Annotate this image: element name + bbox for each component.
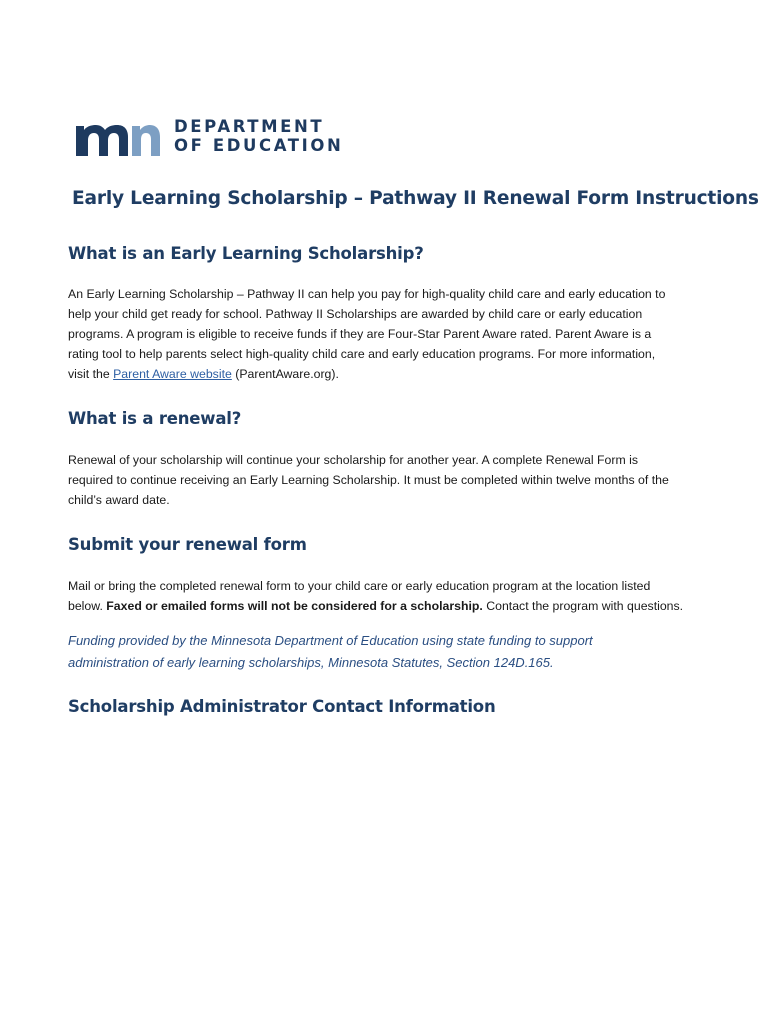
paragraph-line: child’s award date. bbox=[68, 493, 170, 507]
heading-what-is-renewal: What is a renewal? bbox=[68, 409, 242, 428]
document-title: Early Learning Scholarship – Pathway II Renewal Form Instructions bbox=[72, 188, 759, 209]
paragraph-line: rating tool to help parents select high-quality child care and early education programs. For more information, bbox=[68, 347, 656, 361]
note-line: Funding provided by the Minnesota Department of Education using state funding to support bbox=[68, 633, 593, 648]
text-segment: Contact the program with questions. bbox=[482, 599, 684, 613]
note-line: administration of early learning scholarships, Minnesota Statutes, Section 124D.165. bbox=[68, 655, 554, 670]
paragraph-line: required to continue receiving an Early Learning Scholarship. It must be completed within twelve months of the bbox=[68, 473, 669, 487]
paragraph-submit bbox=[68, 576, 708, 616]
text-segment: visit the bbox=[68, 367, 114, 381]
mn-logo-mark-icon bbox=[74, 116, 160, 158]
text-segment: (ParentAware.org). bbox=[231, 367, 339, 381]
funding-note bbox=[68, 630, 708, 674]
heading-submit-renewal: Submit your renewal form bbox=[68, 535, 307, 554]
heading-contact-info: Scholarship Administrator Contact Information bbox=[68, 697, 496, 716]
bold-warning: Faxed or emailed forms will not be considered for a scholarship. bbox=[106, 599, 483, 613]
paragraph-line: help your child get ready for school. Pathway II Scholarships are awarded by child care or early education bbox=[68, 307, 643, 321]
paragraph-line: Mail or bring the completed renewal form to your child care or early education program at the location listed bbox=[68, 579, 651, 593]
heading-what-is-scholarship: What is an Early Learning Scholarship? bbox=[68, 244, 424, 263]
logo-line-2: OF EDUCATION bbox=[174, 136, 344, 155]
text-segment: below. bbox=[68, 599, 107, 613]
paragraph-line: An Early Learning Scholarship – Pathway II can help you pay for high-quality child care and early education to bbox=[68, 287, 666, 301]
paragraph-line: Renewal of your scholarship will continue your scholarship for another year. A complete Renewal Form is bbox=[68, 453, 639, 467]
logo-wordmark bbox=[174, 117, 343, 155]
paragraph-line bbox=[68, 596, 708, 616]
paragraph-what-is-scholarship bbox=[68, 284, 708, 384]
parent-aware-link[interactable]: Parent Aware website bbox=[113, 367, 232, 381]
paragraph-renewal bbox=[68, 450, 708, 510]
paragraph-line bbox=[68, 364, 708, 384]
mde-logo bbox=[74, 116, 364, 158]
logo-line-1: DEPARTMENT bbox=[174, 117, 325, 136]
paragraph-line: programs. A program is eligible to receive funds if they are Four-Star Parent Aware rated. Parent Aware is a bbox=[68, 327, 652, 341]
